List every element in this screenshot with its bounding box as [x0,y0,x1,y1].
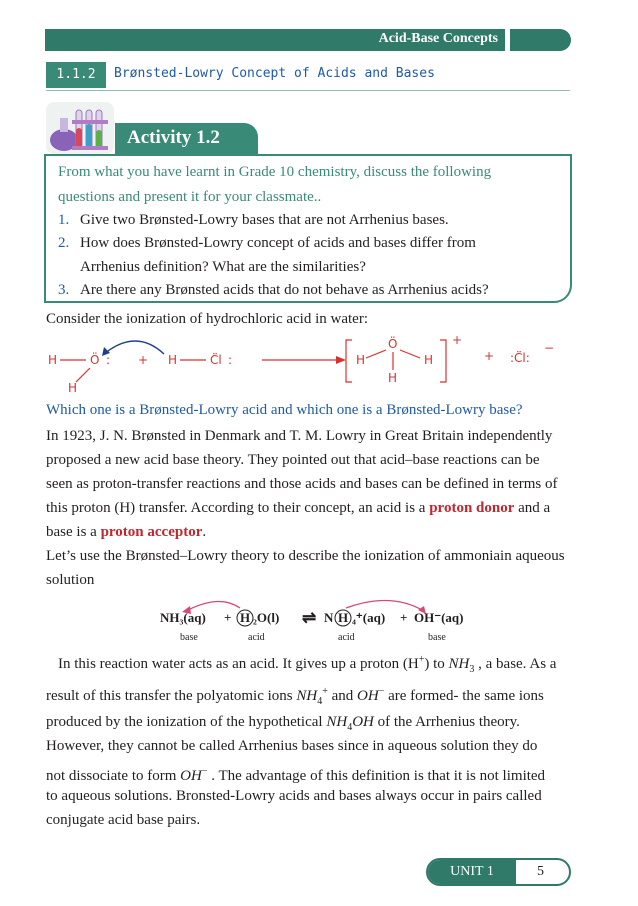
subscript: 4 [347,722,353,733]
text-line: base is a [46,524,101,540]
superscript: + [418,654,425,665]
superscript: + [322,686,328,697]
chapter-title: Acid-Base Concepts [378,31,498,46]
eq-proton: H [338,610,349,625]
paragraph-explanation-l4: However, they cannot be called Arrhenius bases since in aqueous solution they do [46,738,538,754]
text-line: and a [514,500,551,516]
term-proton-donor: proton donor [429,500,515,516]
water-o: Ö [90,353,100,367]
paragraph-explanation-l2 [46,680,570,714]
chloride-charge: − [544,341,555,355]
text-line: and [327,688,358,704]
eq-equilibrium-arrow: ⇌ [302,608,317,627]
question-number: 1. [58,212,70,228]
hcl-h: H [168,353,178,367]
ionization-intro: Consider the ionization of hydrochloric acid in water: [46,311,368,327]
text-line: In 1923, J. N. Brønsted in Denmark and T. M. Lowry in Great Britain independently [46,428,553,444]
formula: OH [180,768,202,784]
eq-hydroxide: OH⁻(aq) [414,610,464,625]
plus-sign: + [138,353,149,367]
text-line: this proton (H) transfer. According to their concept, an acid is a [46,500,430,516]
superscript: − [201,766,208,777]
hydronium-charge: + [452,333,463,347]
text-line: are formed- the same ions [384,688,544,704]
superscript: − [378,686,385,697]
eq-ammonia: NH₃(aq) [160,610,206,625]
eq-label-acid: acid [248,632,265,643]
term-proton-acceptor: proton acceptor [100,524,203,540]
section-title: Brønsted-Lowry Concept of Acids and Bases [114,66,435,81]
formula: NH [326,714,348,730]
text-line: of the Arrhenius theory. [373,714,520,730]
activity-question [58,231,558,279]
text-line: not dissociate to form [46,768,181,784]
paragraph-explanation-l1 [58,648,570,682]
eq-label-base: base [428,632,446,643]
eq-plus: + [224,610,232,625]
question-number: 2. [58,235,70,251]
text-line: In this reaction water acts as an acid. It gives up a proton (H [58,656,419,672]
text-line: . The advantage of this definition is that it is not limited [207,768,546,784]
question-text: Are there any Brønsted acids that do not behave as Arrhenius acids? [80,282,489,298]
activity-intro-line: From what you have learnt in Grade 10 chemistry, discuss the following [58,164,492,180]
text-line: solution [46,572,95,588]
ionization-question: Which one is a Brønsted-Lowry acid and which one is a Brønsted-Lowry base? [46,402,523,418]
water-h2: H [68,381,78,395]
text-line: ) to [424,656,449,672]
activity-title: Activity 1.2 [127,127,220,148]
hcl-cl: C̈l [210,353,222,367]
eq-ammonium: ₄⁺(aq) [352,610,386,625]
eq-label-acid: acid [338,632,355,643]
ammonia-equation [160,596,490,644]
formula: NH [296,688,318,704]
text-line: , a base. As a [474,656,557,672]
question-number: 3. [58,282,70,298]
text-line: produced by the ionization of the hypothetical [46,714,327,730]
test-tubes-icon [44,100,116,156]
water-h1: H [48,353,58,367]
section-number: 1.1.2 [46,62,106,88]
formula: OH [352,714,374,730]
text-line: proposed a new acid base theory. They pointed out that acid–base reactions can be [46,452,540,468]
hydronium-h-left: H [356,353,366,367]
hcl-colon: : [228,353,233,367]
eq-n: N [324,610,334,625]
water-colon: : [106,353,111,367]
paragraph-explanation-l6: to aqueous solutions. Bronsted-Lowry acids and bases always occur in pairs called [46,788,542,804]
subscript: 3 [469,664,475,675]
eq-label-base: base [180,632,198,643]
hydronium-h-bottom: H [388,371,398,385]
hydronium-o: Ö [388,337,398,351]
text-line: result of this transfer the polyatomic ions [46,688,297,704]
text-line: Let’s use the Brønsted–Lowry theory to describe the ionization of ammoniain aqueous [46,548,565,564]
subscript: 4 [317,696,323,707]
text-line: . [202,524,207,540]
eq-proton: H [240,610,251,625]
question-text: How does Brønsted-Lowry concept of acids and bases differ from [80,235,476,251]
page-number: 5 [537,864,544,879]
activity-intro [58,160,558,210]
activity-question [58,278,558,302]
formula: OH [357,688,379,704]
eq-water: ₂O(l) [253,610,280,625]
activity-intro-line: questions and present it for your classmate.. [58,189,322,205]
question-text-cont: Arrhenius definition? What are the similarities? [80,259,366,275]
header-divider [505,29,510,51]
unit-label: UNIT 1 [450,864,494,879]
paragraph-bronsted-history [46,424,570,544]
activity-question [58,208,558,232]
question-text: Give two Brønsted-Lowry bases that are not Arrhenius bases. [80,212,449,228]
hcl-ionization-diagram [40,330,580,398]
hydronium-h-right: H [424,353,434,367]
chloride-ion: :C̈l: [510,351,530,365]
eq-plus: + [400,610,408,625]
paragraph-ammonia-intro [46,544,570,592]
section-rule [46,90,570,91]
formula: NH [448,656,470,672]
text-line: seen as proton-transfer reactions and those acids and bases can be defined in terms of [46,476,558,492]
paragraph-explanation-l7: conjugate acid base pairs. [46,812,201,828]
plus-sign: + [484,349,495,363]
